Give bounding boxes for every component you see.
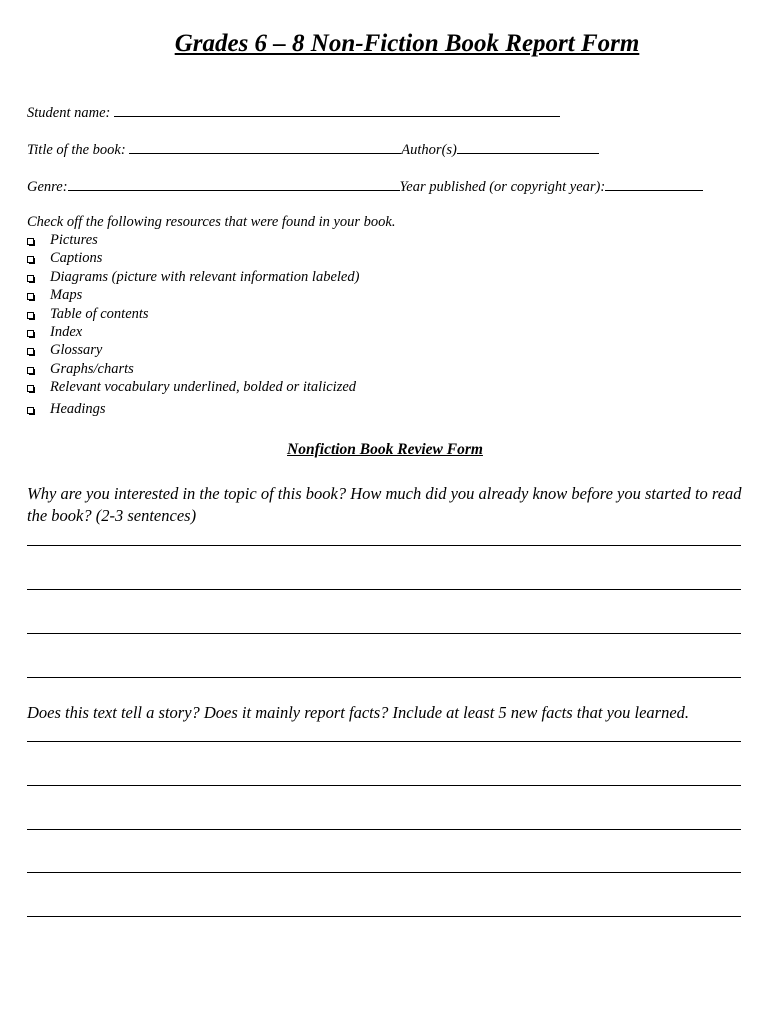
author-label: Author(s): [401, 142, 457, 158]
resource-label: Table of contents: [50, 305, 149, 322]
resource-label: Captions: [50, 250, 103, 267]
question-1: Why are you interested in the topic of this book? How much did you already know before you started to read the book? (2-3 sentences): [27, 484, 742, 525]
resource-label: Graphs/charts: [50, 360, 134, 377]
answer-line[interactable]: [27, 677, 741, 678]
student-name-row: [27, 103, 560, 122]
genre-field[interactable]: [68, 177, 400, 191]
resource-label: Pictures: [50, 232, 98, 248]
page-title: Grades 6 – 8 Non-Fiction Book Report Form: [174, 30, 640, 57]
answer-line[interactable]: [27, 829, 741, 830]
year-published-field[interactable]: [605, 177, 703, 191]
resource-label: Relevant vocabulary underlined, bolded or italicized: [50, 379, 357, 396]
checkbox-icon[interactable]: [27, 256, 34, 263]
year-published-label: Year published (or copyright year):: [399, 179, 606, 195]
resource-label: Headings: [50, 400, 106, 417]
checkbox-icon[interactable]: [27, 330, 34, 337]
answer-line[interactable]: [27, 916, 741, 917]
resources-instructions: Check off the following resources that were found in your book.: [27, 214, 396, 230]
review-section-title: Nonfiction Book Review Form: [287, 441, 483, 458]
genre-year-row: [27, 177, 703, 196]
checkbox-icon[interactable]: [27, 312, 34, 319]
answer-line[interactable]: [27, 589, 741, 590]
checkbox-icon[interactable]: [27, 275, 34, 282]
answer-line[interactable]: [27, 633, 741, 634]
resource-label: Index: [50, 323, 83, 340]
question-2: Does this text tell a story? Does it mainly report facts? Include at least 5 new facts that you learned.: [27, 703, 690, 722]
resource-label: Glossary: [50, 342, 103, 359]
checkbox-icon[interactable]: [27, 348, 34, 355]
book-title-field[interactable]: [129, 140, 401, 154]
checkbox-icon[interactable]: [27, 385, 34, 392]
checkbox-icon[interactable]: [27, 293, 34, 300]
answer-line[interactable]: [27, 741, 741, 742]
answer-line[interactable]: [27, 872, 741, 873]
book-title-label: Title of the book:: [27, 142, 126, 158]
checkbox-icon[interactable]: [27, 407, 34, 414]
student-name-label: Student name:: [27, 105, 111, 121]
resource-label: Diagrams (picture with relevant information labeled): [50, 268, 360, 285]
resource-label: Maps: [50, 287, 83, 304]
student-name-field[interactable]: [114, 103, 560, 117]
answer-line[interactable]: [27, 785, 741, 786]
genre-label: Genre:: [27, 179, 68, 195]
author-field[interactable]: [457, 140, 599, 154]
checkbox-icon[interactable]: [27, 238, 34, 245]
answer-line[interactable]: [27, 545, 741, 546]
checkbox-icon[interactable]: [27, 367, 34, 374]
title-author-row: [27, 140, 599, 159]
